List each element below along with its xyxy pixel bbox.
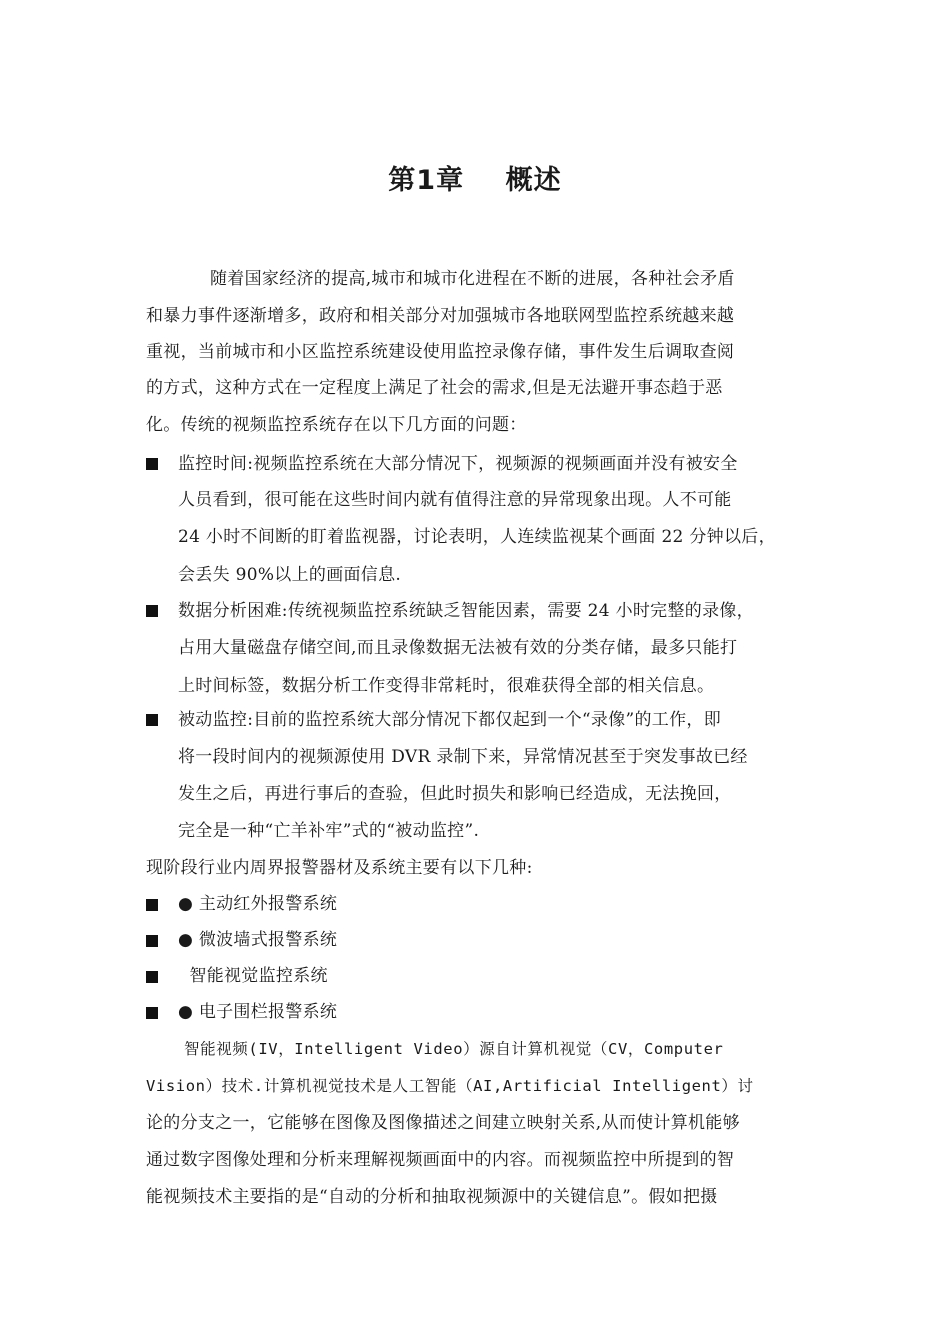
- system-item-4: ● 电子围栏报警系统: [178, 1002, 338, 1022]
- intro-line-3: 重视，当前城市和小区监控系统建设使用监控录像存储，事件发生后调取查阅: [146, 342, 735, 362]
- problem-3-line-3: 发生之后，再进行事后的查验，但此时损失和影响已经造成，无法挽回，: [178, 784, 732, 804]
- chapter-title: 第1章 概述: [388, 165, 562, 196]
- square-bullet-icon: [146, 1007, 158, 1019]
- system-item-1: ● 主动红外报警系统: [178, 894, 338, 914]
- intro-line-4: 的方式，这种方式在一定程度上满足了社会的需求,但是无法避开事态趋于恶: [146, 378, 723, 398]
- iv-line-5: 能视频技术主要指的是“自动的分析和抽取视频源中的关键信息”。假如把摄: [146, 1187, 718, 1207]
- problem-1-line-4: 会丢失 90%以上的画面信息.: [178, 565, 402, 585]
- problem-1-line-2: 人员看到，很可能在这些时间内就有值得注意的异常现象出现。人不可能: [178, 490, 732, 510]
- iv-line-2: Vision）技术.计算机视觉技术是人工智能（AI,Artificial Intelligent）讨: [146, 1077, 754, 1095]
- iv-line-3: 论的分支之一，它能够在图像及图像描述之间建立映射关系,从而使计算机能够: [146, 1113, 740, 1133]
- problem-2-line-1: 数据分析困难:传统视频监控系统缺乏智能因素，需要 24 小时完整的录像，: [178, 601, 754, 621]
- problem-3-line-4: 完全是一种“亡羊补牢”式的“被动监控”.: [178, 821, 480, 841]
- problem-1-line-3: 24 小时不间断的盯着监视器，讨论表明，人连续监视某个画面 22 分钟以后，: [178, 527, 776, 547]
- intro-line-1: 随着国家经济的提高,城市和城市化进程在不断的进展，各种社会矛盾: [210, 269, 735, 289]
- iv-line-1: 智能视频(IV，Intelligent Video）源自计算机视觉（CV，Computer: [184, 1040, 724, 1058]
- problem-3-line-1: 被动监控:目前的监控系统大部分情况下都仅起到一个“录像”的工作，即: [178, 710, 722, 730]
- problem-2-line-2: 占用大量磁盘存储空间,而且录像数据无法被有效的分类存储，最多只能打: [178, 638, 738, 658]
- problem-3-line-2: 将一段时间内的视频源使用 DVR 录制下来，异常情况甚至于突发事故已经: [178, 747, 748, 767]
- problem-2-line-3: 上时间标签，数据分析工作变得非常耗时，很难获得全部的相关信息。: [178, 676, 715, 696]
- systems-intro: 现阶段行业内周界报警器材及系统主要有以下几种:: [146, 858, 533, 878]
- problem-1-line-1: 监控时间:视频监控系统在大部分情况下，视频源的视频画面并没有被安全: [178, 454, 738, 474]
- square-bullet-icon: [146, 605, 158, 617]
- iv-line-4: 通过数字图像处理和分析来理解视频画面中的内容。而视频监控中所提到的智: [146, 1150, 735, 1170]
- square-bullet-icon: [146, 899, 158, 911]
- intro-line-5: 化。传统的视频监控系统存在以下几方面的问题：: [146, 415, 527, 435]
- square-bullet-icon: [146, 714, 158, 726]
- square-bullet-icon: [146, 971, 158, 983]
- square-bullet-icon: [146, 935, 158, 947]
- square-bullet-icon: [146, 458, 158, 470]
- system-item-2: ● 微波墙式报警系统: [178, 930, 338, 950]
- system-item-3: 智能视觉监控系统: [178, 966, 328, 986]
- intro-line-2: 和暴力事件逐渐增多，政府和相关部分对加强城市各地联网型监控系统越来越: [146, 306, 735, 326]
